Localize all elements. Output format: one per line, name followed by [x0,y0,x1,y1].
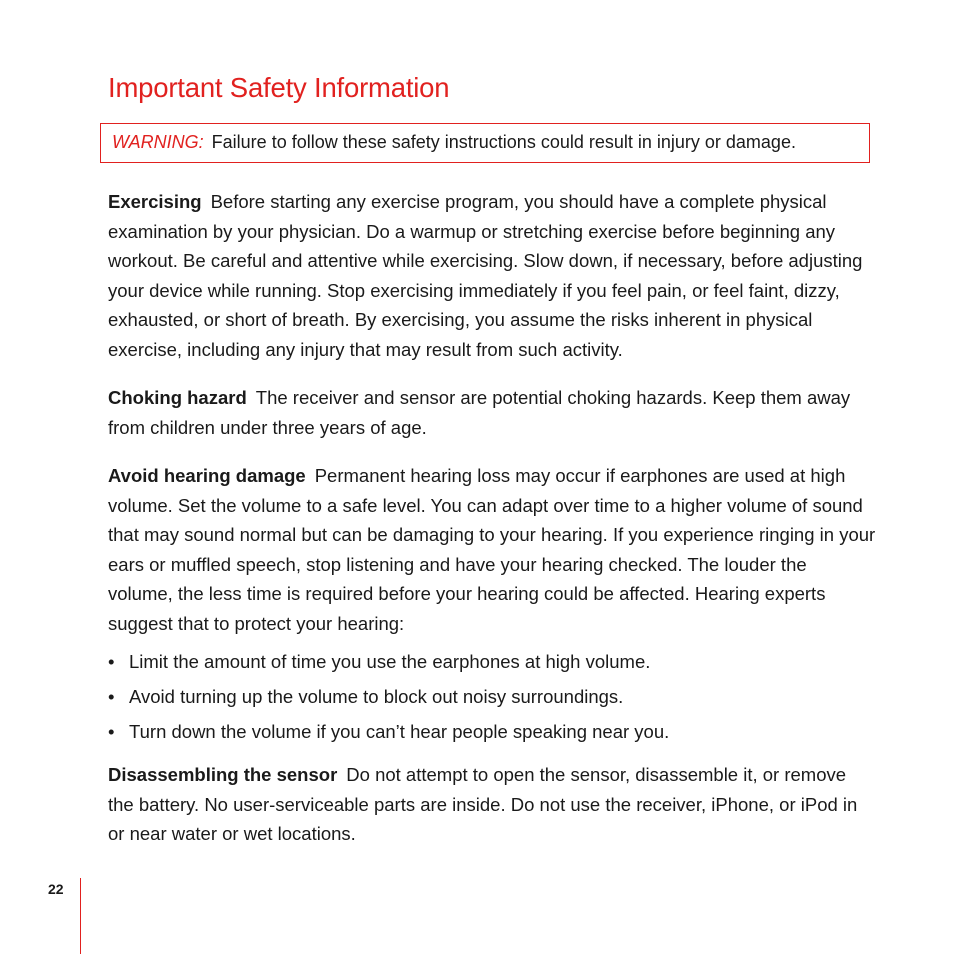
page-title: Important Safety Information [108,72,450,103]
page-divider [80,878,81,954]
list-item [108,679,876,714]
section-choking-hazard [108,383,876,442]
list-item [108,644,876,679]
bullet-icon: • [108,721,115,742]
page-number: 22 [48,881,64,897]
list-item-text: Turn down the volume if you can’t hear people speaking near you. [129,721,670,742]
list-item [108,714,876,749]
section-body: Permanent hearing loss may occur if earphones are used at high volume. Set the volume to a safe level. You can adapt over time to a higher volume of sound that may sound normal but can be damaging to your hearing. If you experience ringing in your ears or muffled speech, stop listening and have your hearing checked. The louder the volume, the less time is required before your hearing could be affected. Hearing experts suggest that to protect your hearing: [108,465,876,634]
warning-box [100,123,870,163]
warning-text: Failure to follow these safety instructions could result in injury or damage. [211,132,796,152]
section-avoid-hearing-damage [108,461,876,638]
hearing-tips-list [108,644,876,749]
bullet-icon: • [108,651,115,672]
main-content [108,187,876,849]
section-heading: Choking hazard [108,387,247,408]
section-disassembling-the-sensor [108,760,876,849]
bullet-icon: • [108,686,115,707]
list-item-text: Avoid turning up the volume to block out noisy surroundings. [129,686,624,707]
section-body: Before starting any exercise program, you should have a complete physical examination by your physician. Do a warmup or stretching exercise before beginning any workout. Be careful and attentive while exercising. Slow down, if necessary, before adjusting your device while running. Stop exercising immediately if you feel pain, or feel faint, dizzy, exhausted, or short of breath. By exercising, you assume the risks inherent in physical exercise, including any injury that may result from such activity. [108,191,863,360]
section-heading: Disassembling the sensor [108,764,338,785]
list-item-text: Limit the amount of time you use the earphones at high volume. [129,651,651,672]
warning-label: WARNING: [112,132,204,152]
section-body: Do not attempt to open the sensor, disassemble it, or remove the battery. No user-serviceable parts are inside. Do not use the receiver, iPhone, or iPod in or near water or wet locations. [108,764,858,844]
section-heading: Exercising [108,191,202,212]
section-heading: Avoid hearing damage [108,465,306,486]
section-exercising [108,187,876,364]
section-body: The receiver and sensor are potential choking hazards. Keep them away from children under three years of age. [108,387,851,438]
